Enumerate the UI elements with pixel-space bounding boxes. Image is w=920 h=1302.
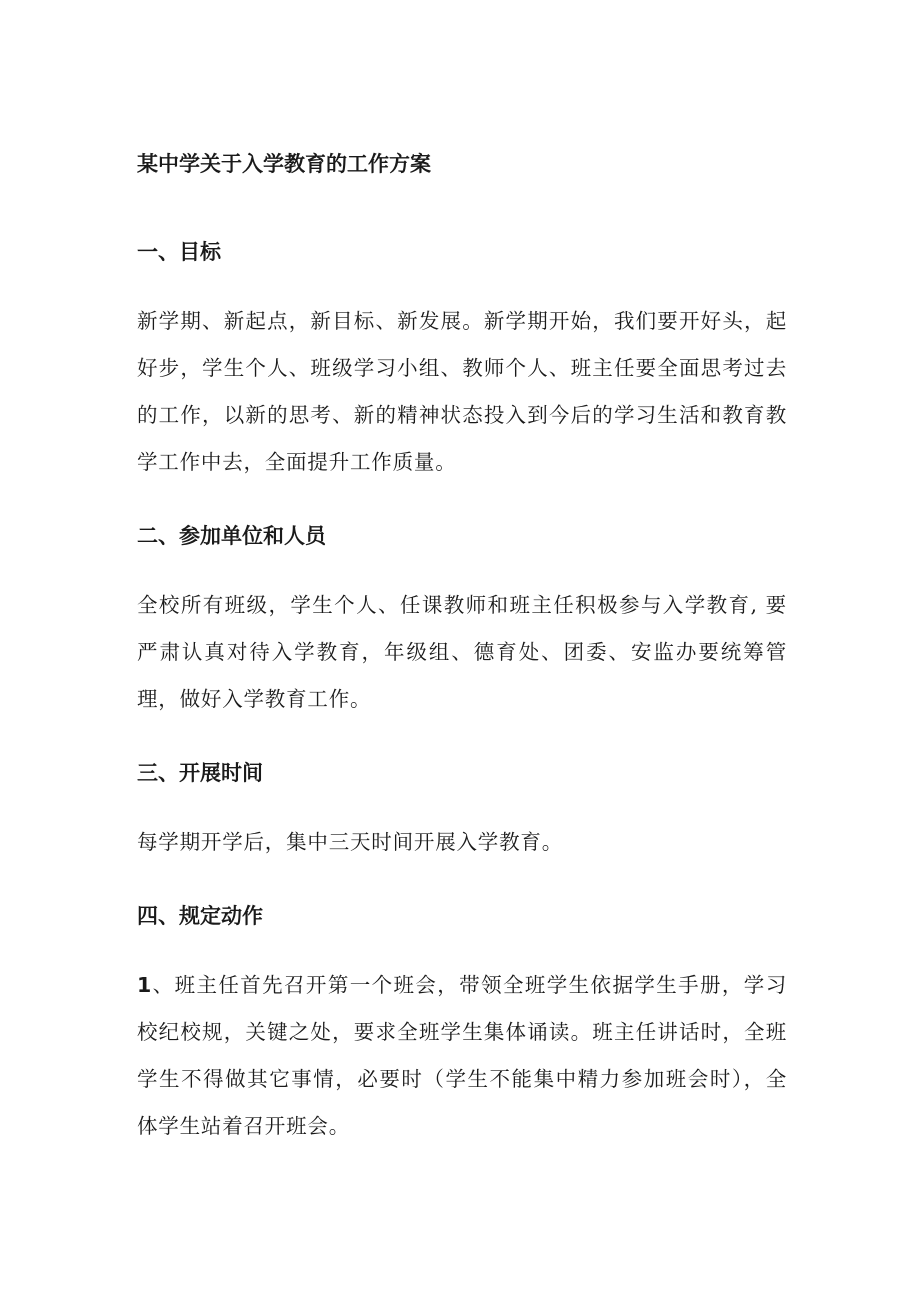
section-paragraph-schedule: 每学期开学后，集中三天时间开展入学教育。	[137, 830, 563, 854]
section-heading-required-actions: 四、规定动作	[137, 904, 263, 928]
section-paragraph-goals: 新学期、新起点，新目标、新发展。新学期开始，我们要开好头，起好步，学生个人、班级学习小组、教师个人、班主任要全面思考过去的工作，以新的思考、新的精神状态投入到今后的学习生活和教育教学工作中去，全面提升工作质量。	[137, 309, 787, 474]
document-title: 某中学关于入学教育的工作方案	[137, 152, 431, 176]
section-paragraph-participants: 全校所有班级，学生个人、任课教师和班主任积极参与入学教育, 要严肃认真对待入学教育，年级组、德育处、团委、安监办要统筹管理，做好入学教育工作。	[137, 593, 787, 711]
document-body	[137, 140, 787, 1176]
section-paragraph-required-actions	[137, 962, 787, 1150]
section-heading-schedule: 三、开展时间	[137, 761, 263, 785]
list-item-number: 1	[137, 973, 153, 997]
section-heading-goals: 一、目标	[137, 240, 221, 264]
list-item-text: 、班主任首先召开第一个班会，带领全班学生依据学生手册，学习校纪校规，关键之处，要求全班学生集体诵读。班主任讲话时，全班学生不得做其它事情，必要时（学生不能集中精力参加班会时），全体学生站着召开班会。	[137, 973, 787, 1138]
section-heading-participants: 二、参加单位和人员	[137, 524, 326, 548]
